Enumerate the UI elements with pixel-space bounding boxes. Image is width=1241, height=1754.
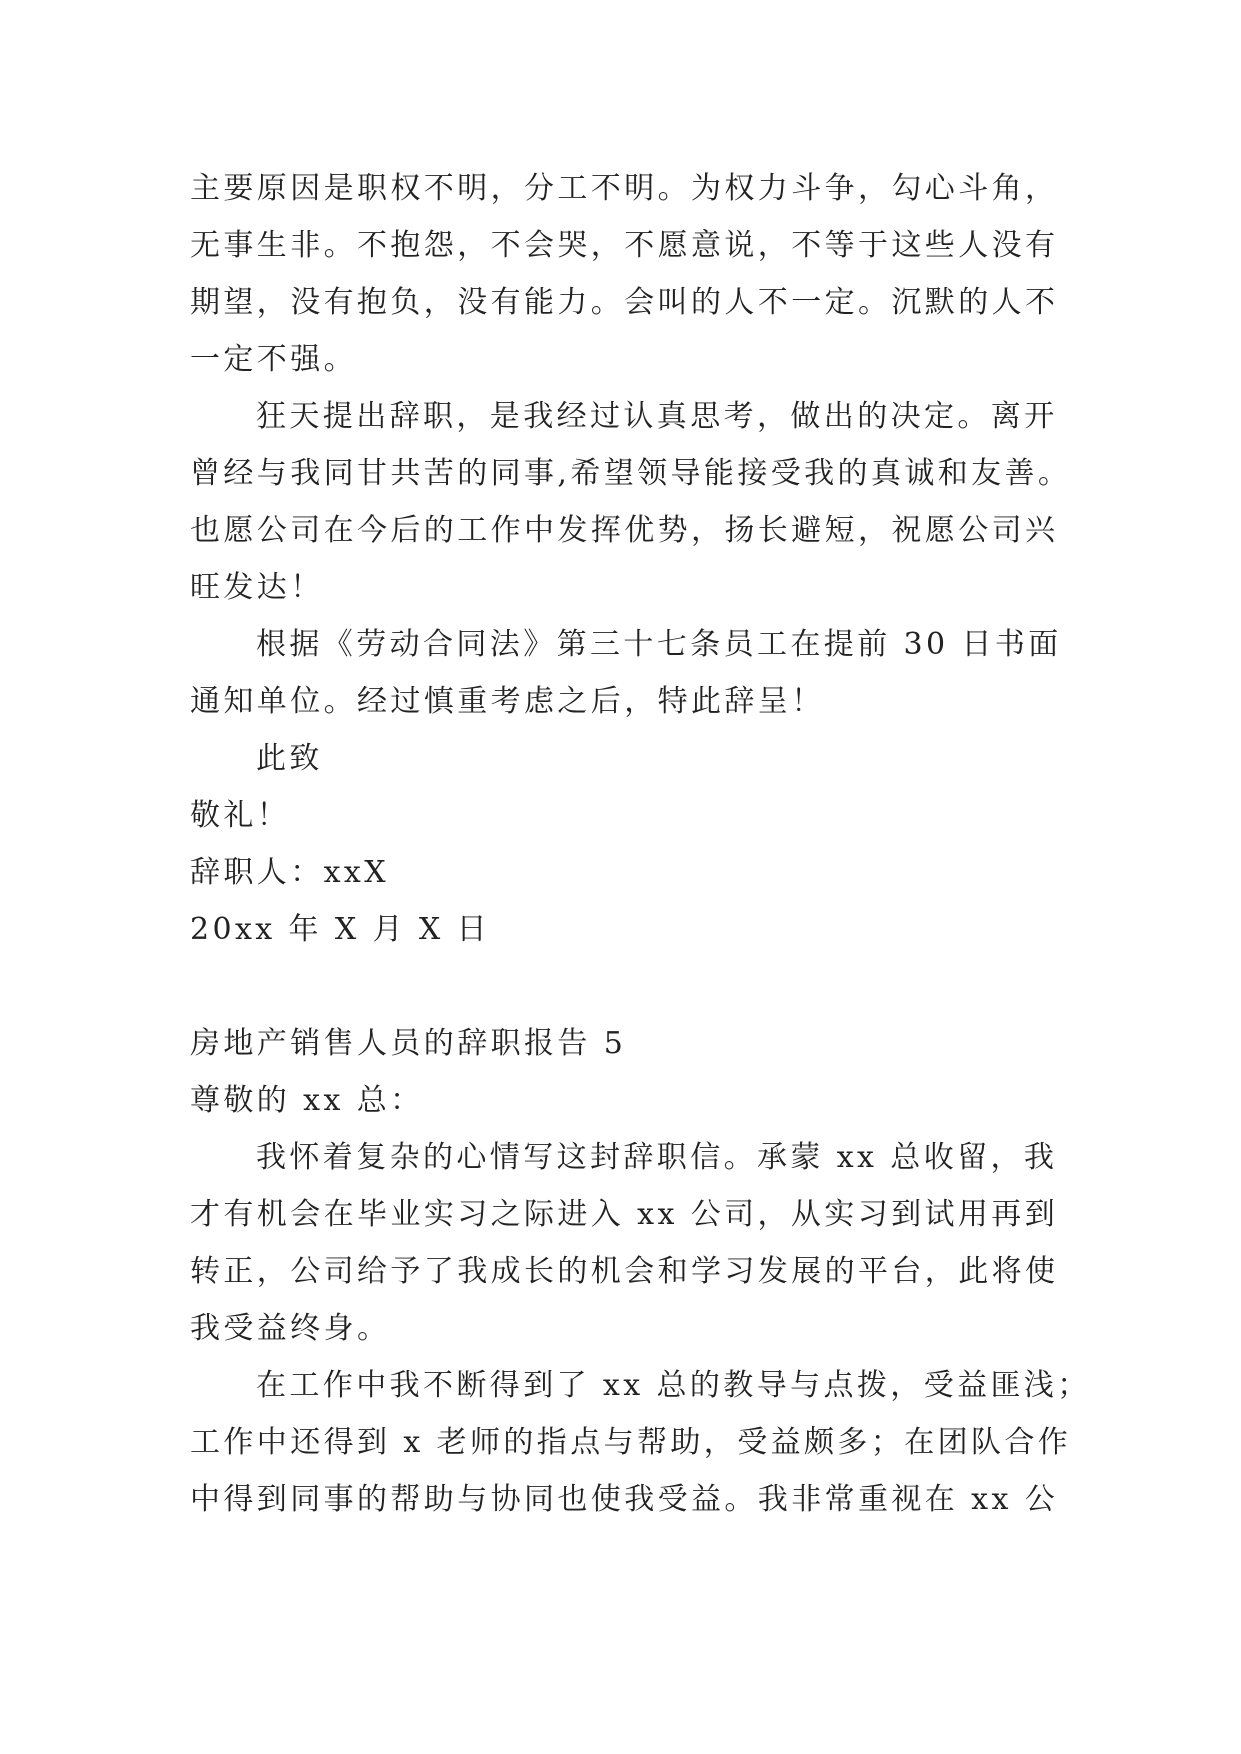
body-text-line: 工作中还得到 x 老师的指点与帮助，受益颇多；在团队合作	[190, 1425, 1072, 1460]
body-text-line: 旺发达！	[190, 570, 324, 605]
body-text-line: 曾经与我同甘共苦的同事,希望领导能接受我的真诚和友善。	[190, 456, 1072, 491]
body-text-line: 转正，公司给予了我成长的机会和学习发展的平台，此将使	[190, 1254, 1059, 1289]
section-title: 房地产销售人员的辞职报告 5	[190, 1026, 627, 1061]
body-text-line: 无事生非。不抱怨，不会哭，不愿意说，不等于这些人没有	[190, 228, 1059, 263]
body-text-line: 也愿公司在今后的工作中发挥优势，扬长避短，祝愿公司兴	[190, 513, 1059, 548]
body-text-line: 根据《劳动合同法》第三十七条员工在提前 30 日书面	[256, 627, 1062, 662]
signature-line: 辞职人：xxX	[190, 855, 389, 890]
body-text-line: 我怀着复杂的心情写这封辞职信。承蒙 xx 总收留，我	[256, 1140, 1058, 1175]
body-text-line: 中得到同事的帮助与协同也使我受益。我非常重视在 xx 公	[190, 1482, 1059, 1517]
body-text-line: 狂天提出辞职，是我经过认真思考，做出的决定。离开	[256, 399, 1058, 434]
greeting: 尊敬的 xx 总：	[190, 1083, 424, 1118]
body-text-line: 在工作中我不断得到了 xx 总的教导与点拨，受益匪浅；	[256, 1368, 1091, 1403]
body-text-line: 才有机会在毕业实习之际进入 xx 公司，从实习到试用再到	[190, 1197, 1059, 1232]
body-text-line: 我受益终身。	[190, 1311, 391, 1346]
closing-regards: 敬礼！	[190, 798, 291, 833]
body-text-line: 期望，没有抱负，没有能力。会叫的人不一定。沉默的人不	[190, 285, 1059, 320]
date-line: 20xx 年 X 月 X 日	[190, 912, 491, 947]
body-text-line: 通知单位。经过慎重考虑之后，特此辞呈！	[190, 684, 825, 719]
body-text-line: 主要原因是职权不明，分工不明。为权力斗争，勾心斗角，	[190, 171, 1059, 206]
body-text-line: 一定不强。	[190, 342, 357, 377]
closing-salutation: 此致	[256, 741, 323, 776]
